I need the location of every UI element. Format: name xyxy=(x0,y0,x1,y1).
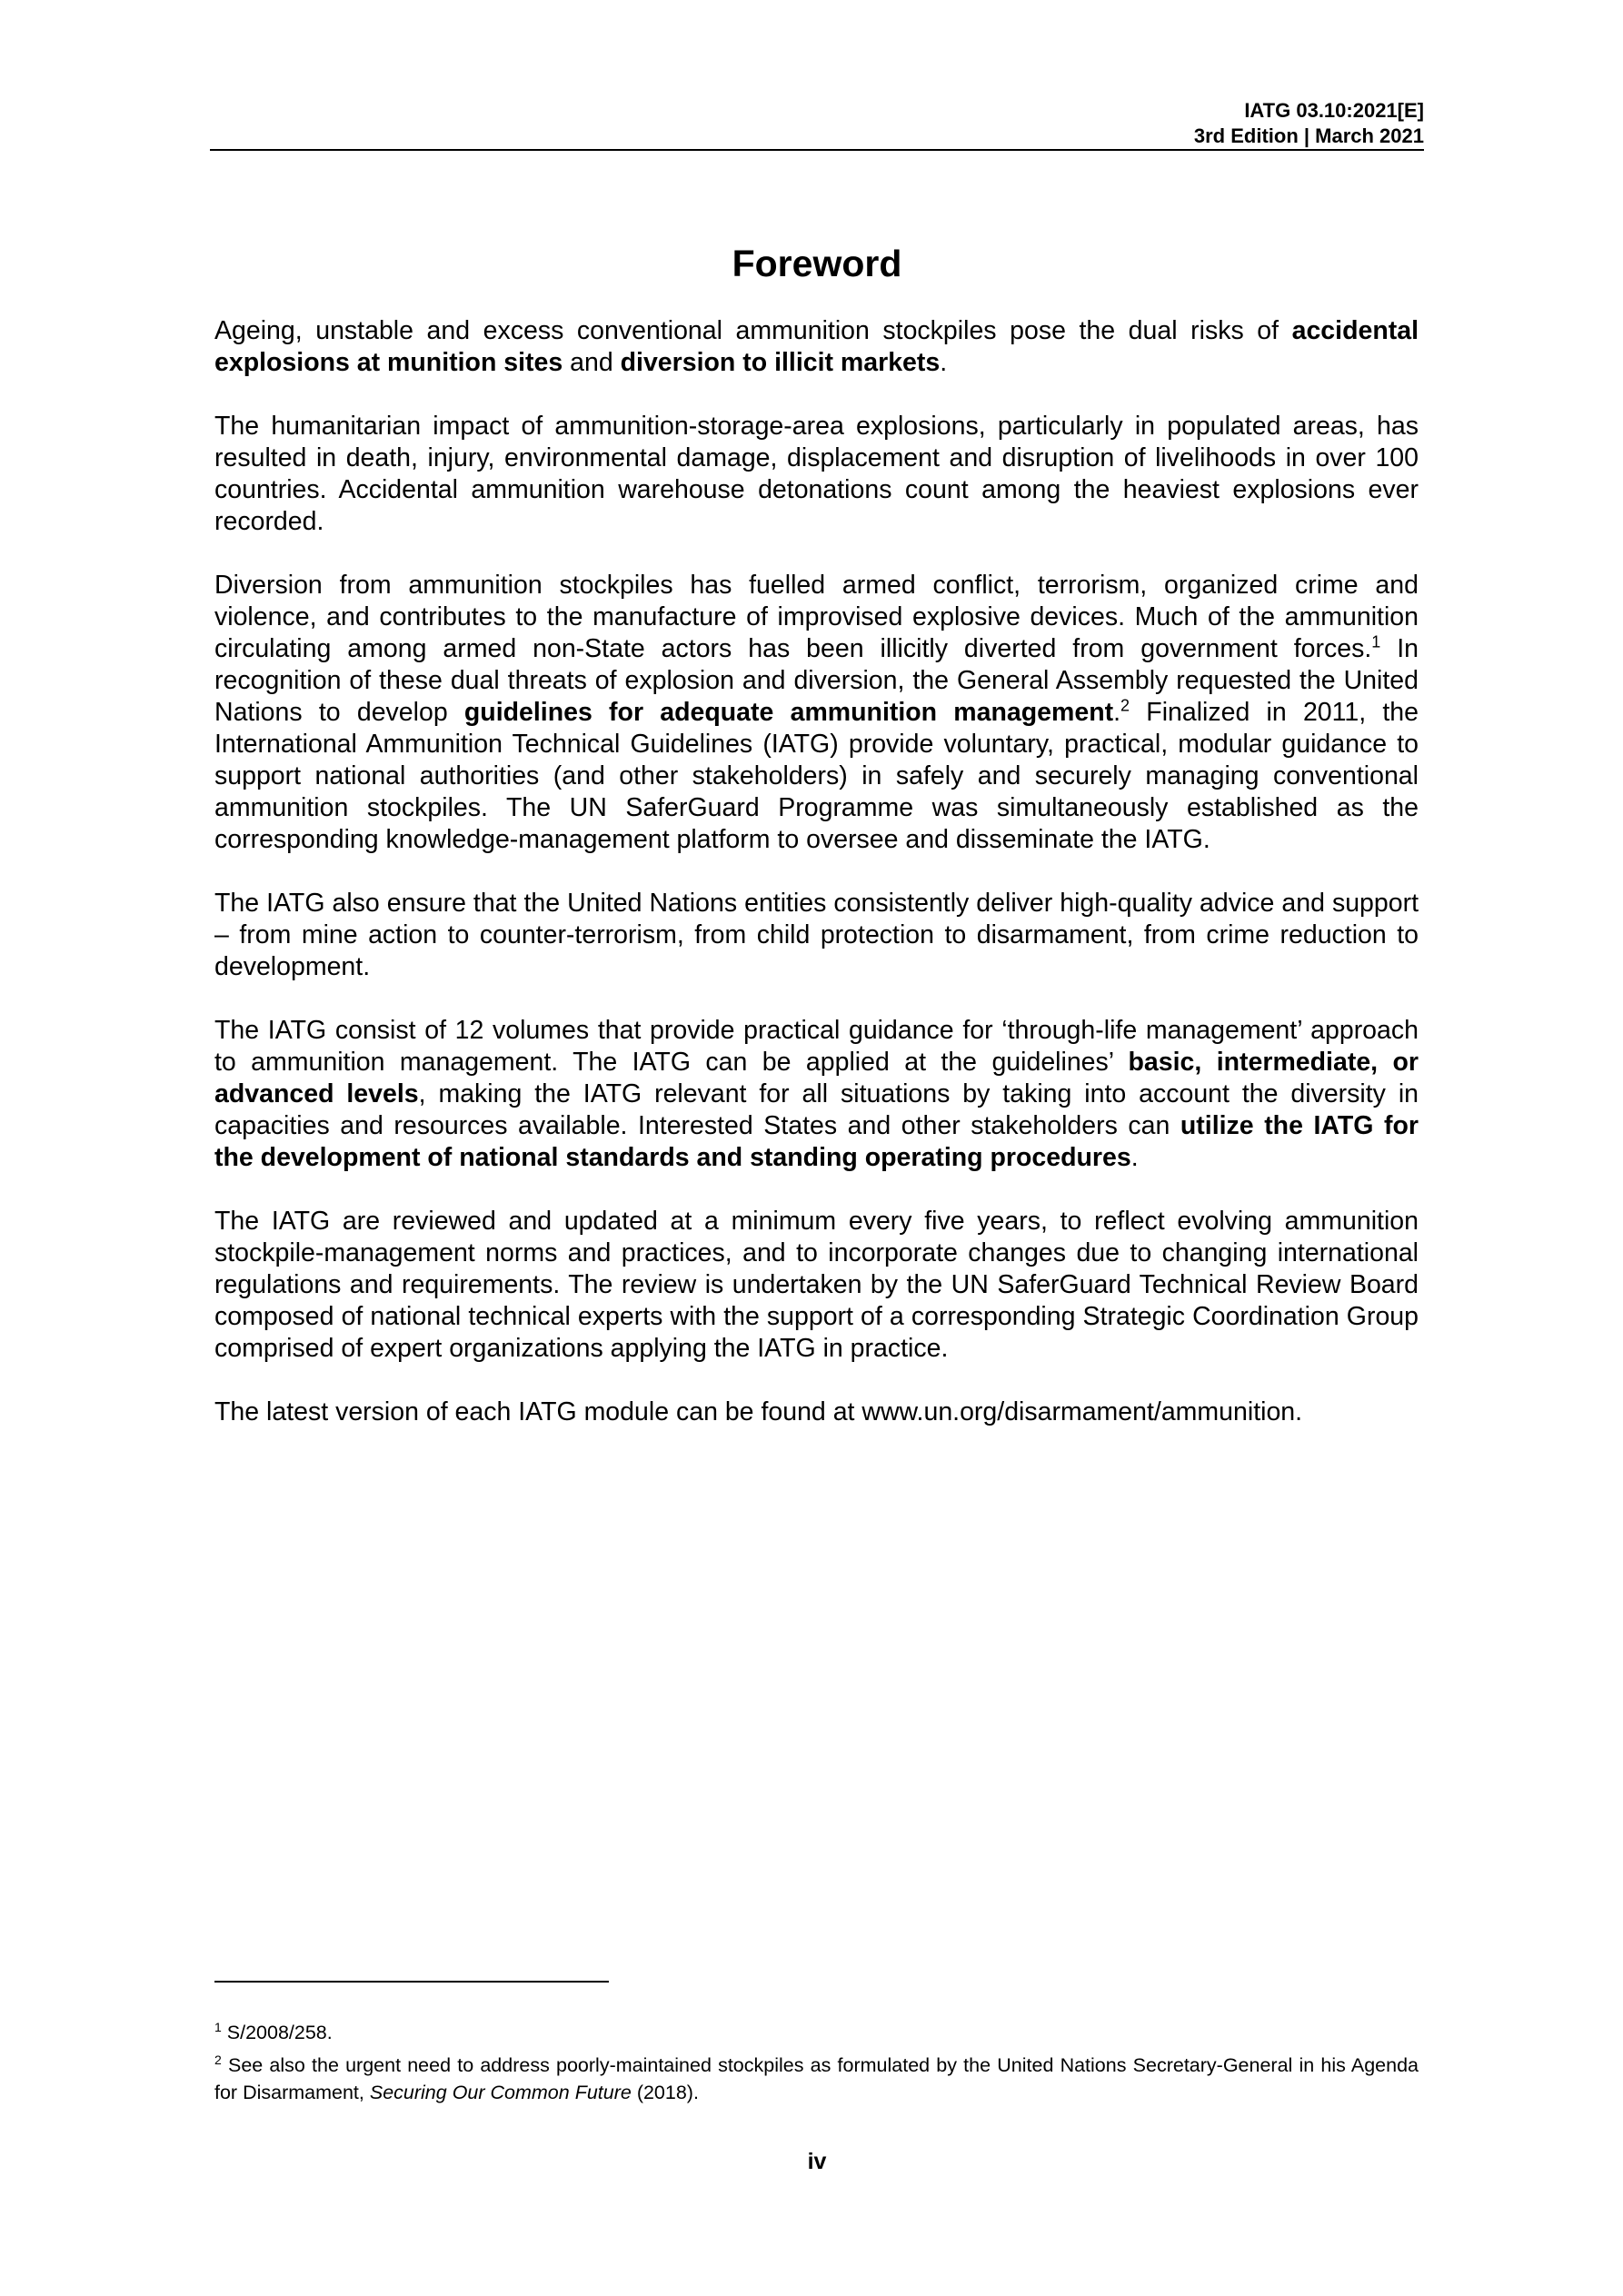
footnote-2-italic: Securing Our Common Future xyxy=(369,2082,632,2103)
footnote-2-mark: 2 xyxy=(214,2052,222,2067)
p5-bold-1: basic, intermediate, or advanced levels xyxy=(214,1048,1419,1108)
header-divider xyxy=(210,149,1424,151)
foreword-body xyxy=(214,315,1419,1460)
page-number: iv xyxy=(807,2149,827,2174)
paragraph-7: The latest version of each IATG module can be found at www.un.org/disarmament/ammunition. xyxy=(214,1397,1303,1426)
p3-bold-1: guidelines for adequate ammunition management xyxy=(463,698,1114,727)
footnote-1 xyxy=(214,2019,1419,2046)
p1-text-2: and xyxy=(563,348,621,377)
doc-code: IATG 03.10:2021[E] xyxy=(1244,99,1424,122)
paragraph-1 xyxy=(214,315,1419,379)
edition-date: 3rd Edition | March 2021 xyxy=(1193,124,1424,147)
footnote-2-text-2: (2018). xyxy=(631,2082,699,2103)
p3-text-1: Diversion from ammunition stockpiles has fuelled armed conflict, terrorism, organized crime and violence, and contributes to the manufacture of improvised explosive devices. Much of the ammunition circulating among armed non-State actors has been illicitly diverted from government forces. xyxy=(214,571,1419,663)
footnote-2-text-1: See also the urgent need to address poorly-maintained stockpiles as formulated by the United Nations Secretary-General in his Agenda for Disarmament, xyxy=(214,2054,1419,2103)
p1-bold-1: accidental explosions at munition sites xyxy=(214,316,1419,377)
paragraph-5 xyxy=(214,1015,1419,1174)
paragraph-4: The IATG also ensure that the United Nations entities consistently deliver high-quality advice and support – from mine action to counter-terrorism, from child protection to disarmament, from crime reduction to development. xyxy=(214,889,1419,981)
paragraph-6: The IATG are reviewed and updated at a minimum every five years, to reflect evolving ammunition stockpile-management norms and practices, and to incorporate changes due to changing international regulations and requirements. The review is undertaken by the UN SaferGuard Technical Review Board composed of national technical experts with the support of a corresponding Strategic Coordination Group comprised of expert organizations applying the IATG in practice. xyxy=(214,1207,1419,1363)
page-title: Foreword xyxy=(732,243,902,284)
p1-text-1: Ageing, unstable and excess conventional ammunition stockpiles pose the dual risks of xyxy=(214,316,1292,345)
p3-text-3: . xyxy=(1113,698,1121,727)
p3-text-2: In recognition of these dual threats of explosion and diversion, the General Assembly requested the United Nations to develop xyxy=(214,634,1419,727)
footnote-1-text: S/2008/258. xyxy=(221,2022,333,2043)
p3-text-4: Finalized in 2011, the International Ammunition Technical Guidelines (IATG) provide voluntary, practical, modular guidance to support national authorities (and other stakeholders) in safely and securely managing conventional ammunition stockpiles. The UN SaferGuard Programme was simultaneously established as the corresponding knowledge-management platform to oversee and disseminate the IATG. xyxy=(214,698,1419,854)
p1-bold-2: diversion to illicit markets xyxy=(620,348,941,377)
running-header xyxy=(210,98,1424,149)
paragraph-3 xyxy=(214,570,1419,856)
p5-text-2: , making the IATG relevant for all situations by taking into account the diversity in capacities and resources available. Interested States and other stakeholders can xyxy=(214,1079,1419,1140)
p5-text-1: The IATG consist of 12 volumes that provide practical guidance for ‘through-life management’ approach to ammunition management. The IATG can be applied at the guidelines’ xyxy=(214,1016,1419,1077)
paragraph-2: The humanitarian impact of ammunition-storage-area explosions, particularly in populated areas, has resulted in death, injury, environmental damage, displacement and disruption of livelihoods in over 100 countries. Accidental ammunition warehouse detonations count among the heaviest explosions ever recorded. xyxy=(214,412,1419,536)
p5-text-3: . xyxy=(1130,1143,1139,1172)
p5-bold-2: utilize the IATG for the development of national standards and standing operating procedures xyxy=(214,1111,1419,1172)
footnote-1-mark: 1 xyxy=(214,2019,222,2034)
footnote-divider xyxy=(214,1981,609,1983)
footnote-ref-1[interactable]: 1 xyxy=(1371,632,1381,651)
p1-text-3: . xyxy=(940,348,948,377)
footnotes xyxy=(214,2019,1419,2112)
footnote-ref-2[interactable]: 2 xyxy=(1120,696,1130,715)
footnote-2 xyxy=(214,2052,1419,2106)
